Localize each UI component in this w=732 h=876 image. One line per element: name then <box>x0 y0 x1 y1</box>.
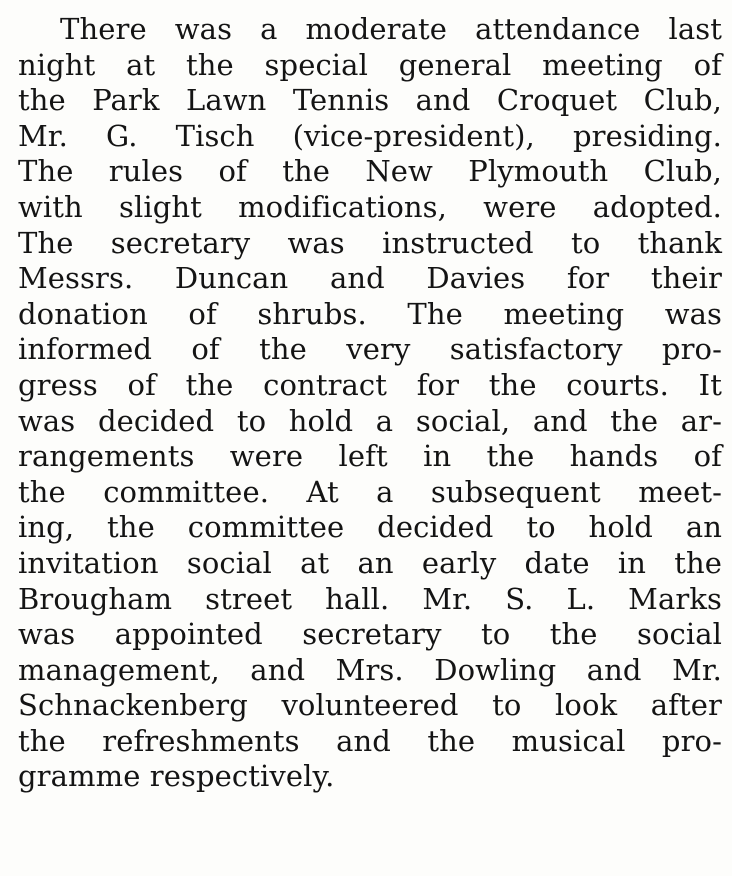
article-line: management, and Mrs. Dowling and Mr. <box>18 652 722 687</box>
article-line: Messrs. Duncan and Davies for their <box>18 261 722 296</box>
article-line: The secretary was instructed to thank <box>18 225 722 260</box>
article-line: gress of the contract for the courts. It <box>18 367 722 402</box>
article-line: ing, the committee decided to hold an <box>18 510 722 545</box>
article-line: rangements were left in the hands of <box>18 439 722 474</box>
article-line: night at the special general meeting of <box>18 47 722 82</box>
article-line: was decided to hold a social, and the ar- <box>18 403 722 438</box>
article-line: Mr. G. Tisch (vice-president), presiding. <box>18 118 722 153</box>
article-line: was appointed secretary to the social <box>18 617 722 652</box>
article-line: There was a moderate attendance last <box>60 12 722 46</box>
article-line: The rules of the New Plymouth Club, <box>18 154 722 189</box>
article-line: informed of the very satisfactory pro- <box>18 332 722 367</box>
article-line: Brougham street hall. Mr. S. L. Marks <box>18 581 722 616</box>
article-line: invitation social at an early date in the <box>18 545 722 580</box>
article-line: with slight modifications, were adopted. <box>18 189 722 224</box>
article-body <box>18 12 722 795</box>
article-line: the refreshments and the musical pro- <box>18 723 722 758</box>
article-line: Schnackenberg volunteered to look after <box>18 688 722 723</box>
article-line: the Park Lawn Tennis and Croquet Club, <box>18 83 722 118</box>
article-line: the committee. At a subsequent meet- <box>18 474 722 509</box>
article-line: gramme respectively. <box>18 759 335 794</box>
article-line: donation of shrubs. The meeting was <box>18 296 722 331</box>
